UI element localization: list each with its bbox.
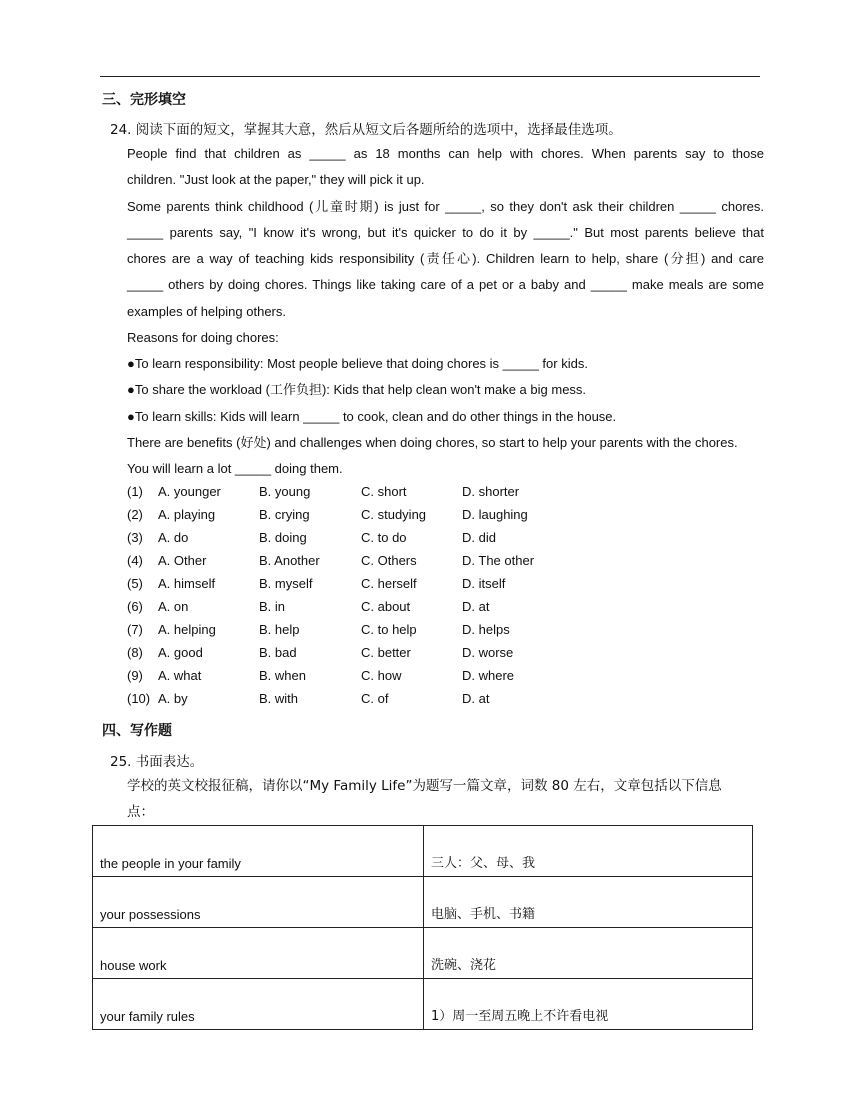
passage-line: Reasons for doing chores: <box>127 330 279 346</box>
option-number: (1) <box>127 484 143 499</box>
cloze-bullets <box>127 351 767 482</box>
option-c: C. how <box>361 668 402 683</box>
option-number: (7) <box>127 622 143 637</box>
option-c: C. studying <box>361 507 427 522</box>
option-c: C. of <box>361 691 389 706</box>
option-c: C. about <box>361 599 411 614</box>
option-number: (6) <box>127 599 143 614</box>
bullet-line: ●To learn skills: Kids will learn _____ to cook, clean and do other things in the house. <box>127 408 617 424</box>
option-number: (8) <box>127 645 143 660</box>
option-number: (10) <box>127 691 151 706</box>
option-b: B. Another <box>259 553 320 568</box>
question-25-instruction: 25. 书面表达。 <box>110 754 204 770</box>
table-row <box>93 826 753 877</box>
option-d: D. at <box>462 599 490 614</box>
option-a: A. helping <box>158 622 216 637</box>
table-cell-detail: 三人：父、母、我 <box>424 826 753 877</box>
passage-line: Some parents think childhood (儿童时期) is just for _____, so they don't ask their children _____ chores. <box>127 198 764 214</box>
option-d: D. laughing <box>462 507 528 522</box>
cloze-passage <box>127 141 764 351</box>
table-cell-topic: the people in your family <box>93 826 424 877</box>
option-a: A. himself <box>158 576 216 591</box>
option-a: A. good <box>158 645 203 660</box>
section-heading-writing: 四、写作题 <box>102 723 172 739</box>
option-b: B. bad <box>259 645 297 660</box>
option-d: D. helps <box>462 622 510 637</box>
option-b: B. in <box>259 599 286 614</box>
option-c: C. Others <box>361 553 417 568</box>
writing-prompt <box>127 773 764 825</box>
bullet-line: You will learn a lot _____ doing them. <box>127 461 343 477</box>
passage-line: _____ others by doing chores. Things like taking care of a pet or a baby and _____ make meals are some <box>127 277 764 293</box>
option-a: A. on <box>158 599 189 614</box>
option-d: D. where <box>462 668 515 683</box>
option-d: D. worse <box>462 645 514 660</box>
question-24-instruction: 24. 阅读下面的短文，掌握其大意，然后从短文后各题所给的选项中，选择最佳选项。 <box>110 122 622 138</box>
option-d: D. at <box>462 691 490 706</box>
table-cell-detail: 洗碗、浇花 <box>424 928 753 979</box>
option-b: B. crying <box>259 507 310 522</box>
table-row <box>93 877 753 928</box>
top-divider <box>100 76 760 77</box>
prompt-line: 点： <box>127 804 154 820</box>
option-a: A. do <box>158 530 189 545</box>
info-points-table <box>92 825 753 1030</box>
section-heading-cloze: 三、完形填空 <box>102 92 186 108</box>
passage-line: _____ parents say, "I know it's wrong, but it's quicker to do it by _____." But most parents believe that <box>127 224 764 240</box>
option-b: B. with <box>259 691 299 706</box>
prompt-line: 学校的英文校报征稿，请你以“My Family Life”为题写一篇文章，词数 80 左右，文章包括以下信息 <box>127 778 722 794</box>
table-cell-topic: house work <box>93 928 424 979</box>
option-c: C. to do <box>361 530 407 545</box>
bullet-line: There are benefits (好处) and challenges when doing chores, so start to help your parents with the chores. <box>127 434 738 450</box>
option-number: (2) <box>127 507 143 522</box>
option-a: A. by <box>158 691 188 706</box>
option-d: D. did <box>462 530 496 545</box>
option-a: A. Other <box>158 553 207 568</box>
option-c: C. better <box>361 645 411 660</box>
option-d: D. The other <box>462 553 535 568</box>
option-c: C. herself <box>361 576 417 591</box>
option-number: (4) <box>127 553 143 568</box>
option-number: (5) <box>127 576 143 591</box>
option-a: A. playing <box>158 507 216 522</box>
table-row <box>93 928 753 979</box>
bullet-line: ●To share the workload (工作负担): Kids that help clean won't make a big mess. <box>127 382 587 398</box>
table-row <box>93 979 753 1030</box>
option-c: C. short <box>361 484 407 499</box>
option-number: (9) <box>127 668 143 683</box>
option-a: A. what <box>158 668 202 683</box>
passage-line: children. "Just look at the paper," they will pick it up. <box>127 172 425 188</box>
option-d: D. itself <box>462 576 506 591</box>
option-b: B. when <box>259 668 306 683</box>
passage-line: People find that children as _____ as 18 months can help with chores. When parents say to those <box>127 146 764 161</box>
bullet-line: ●To learn responsibility: Most people believe that doing chores is _____ for kids. <box>127 356 588 371</box>
passage-line: chores are a way of teaching kids responsibility (责任心). Children learn to help, share (分担) and care <box>127 251 764 267</box>
option-d: D. shorter <box>462 484 520 499</box>
passage-line: examples of helping others. <box>127 303 286 319</box>
table-cell-topic: your possessions <box>93 877 424 928</box>
option-b: B. myself <box>259 576 313 591</box>
option-c: C. to help <box>361 622 417 637</box>
option-a: A. younger <box>158 484 221 499</box>
table-cell-topic: your family rules <box>93 979 424 1030</box>
option-b: B. young <box>259 484 311 499</box>
table-cell-detail: 电脑、手机、书籍 <box>424 877 753 928</box>
table-cell-detail: 1）周一至周五晚上不许看电视 <box>424 979 753 1030</box>
option-number: (3) <box>127 530 143 545</box>
option-b: B. doing <box>259 530 307 545</box>
option-b: B. help <box>259 622 300 637</box>
